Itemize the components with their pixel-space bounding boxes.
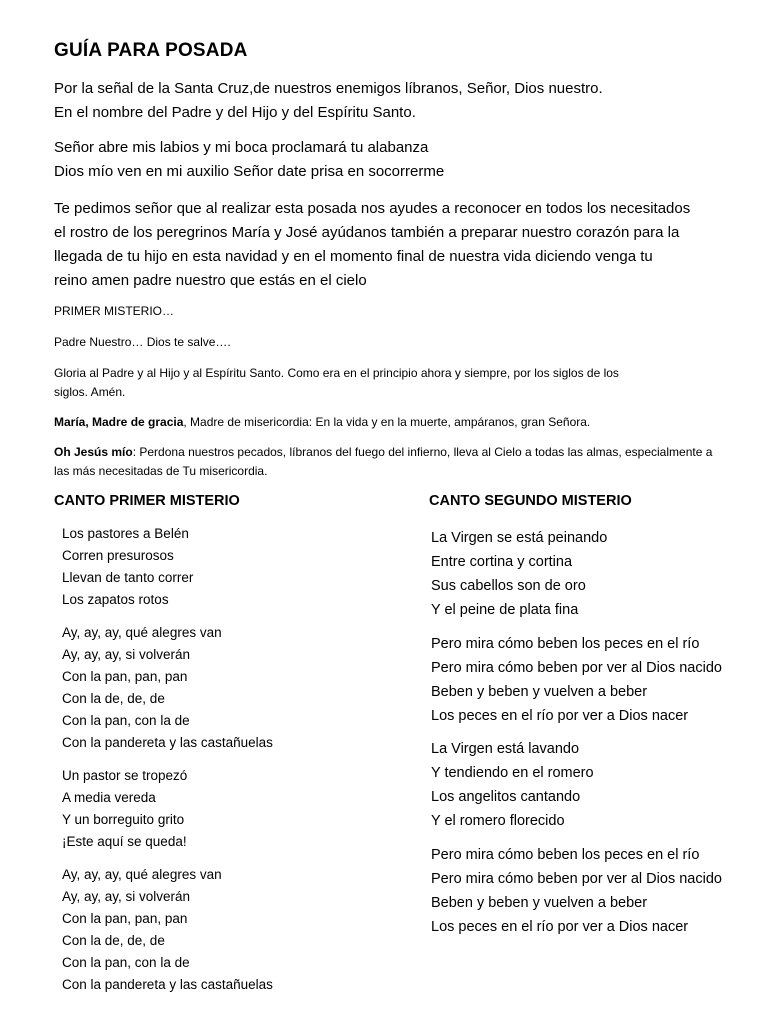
- song1-stanza: [62, 523, 193, 611]
- maria-prayer-bold: María, Madre de gracia: [54, 415, 184, 429]
- song2-stanza: [431, 737, 594, 833]
- song1-stanza: [62, 622, 273, 754]
- lyric-line: Los peces en el río por ver a Dios nacer: [431, 919, 689, 935]
- lyric-line: Llevan de tanto correr: [62, 570, 194, 585]
- paragraph-line: Gloria al Padre y al Hijo y al Espíritu Santo. Como era en el principio ahora y siempre, por los siglos de los: [54, 366, 619, 380]
- paragraph-line: En el nombre del Padre y del Hijo y del Espíritu Santo.: [54, 104, 416, 121]
- paragraph-line: Por la señal de la Santa Cruz,de nuestros enemigos líbranos, Señor, Dios nuestro.: [54, 80, 603, 97]
- song1-stanza: [62, 864, 273, 996]
- maria-prayer-text: , Madre de misericordia: En la vida y en la muerte, ampáranos, gran Señora.: [183, 415, 591, 429]
- lyric-line: Y un borreguito grito: [62, 812, 185, 827]
- lyric-line: Pero mira cómo beben por ver al Dios nacido: [431, 660, 722, 676]
- paragraph-line: las más necesitadas de Tu misericordia.: [54, 464, 268, 478]
- song2-stanza: [431, 632, 722, 728]
- lyric-line: Ay, ay, ay, si volverán: [62, 889, 191, 904]
- lyric-line: Ay, ay, ay, qué alegres van: [62, 625, 222, 640]
- lyric-line: Corren presurosos: [62, 548, 174, 563]
- song2-stanza: [431, 526, 607, 622]
- lyric-line: Con la pan, con la de: [62, 713, 190, 728]
- lyric-line: Y tendiendo en el romero: [431, 765, 594, 781]
- paragraph-line: llegada de tu hijo en esta navidad y en el momento final de nuestra vida diciendo venga tu: [54, 248, 653, 265]
- lyric-line: A media vereda: [62, 790, 156, 805]
- lyric-line: Ay, ay, ay, si volverán: [62, 647, 191, 662]
- lyric-line: Ay, ay, ay, qué alegres van: [62, 867, 222, 882]
- lyric-line: Con la pan, pan, pan: [62, 669, 188, 684]
- lyric-line: Con la pandereta y las castañuelas: [62, 735, 273, 750]
- lyric-line: Pero mira cómo beben por ver al Dios nacido: [431, 871, 722, 887]
- song1-title: CANTO PRIMER MISTERIO: [54, 493, 240, 509]
- lyric-line: Pero mira cómo beben los peces en el río: [431, 636, 700, 652]
- mystery-prayers: Padre Nuestro… Dios te salve….: [54, 335, 231, 349]
- jesus-prayer-bold: Oh Jesús mío: [54, 445, 133, 459]
- lyric-line: Los peces en el río por ver a Dios nacer: [431, 708, 689, 724]
- opening-verses-paragraph: [54, 136, 744, 184]
- paragraph-line: Te pedimos señor que al realizar esta posada nos ayudes a reconocer en todos los necesitados: [54, 200, 691, 217]
- paragraph-line: el rostro de los peregrinos María y José ayúdanos también a preparar nuestro corazón para la: [54, 224, 680, 241]
- song2-stanza: [431, 843, 722, 939]
- lyric-line: Beben y beben y vuelven a beber: [431, 895, 648, 911]
- lyric-line: Un pastor se tropezó: [62, 768, 188, 783]
- lyric-line: Con la pan, con la de: [62, 955, 190, 970]
- lyric-line: Y el romero florecido: [431, 813, 565, 829]
- lyric-line: Entre cortina y cortina: [431, 554, 573, 570]
- song1-stanza: [62, 765, 187, 853]
- lyric-line: Los zapatos rotos: [62, 592, 169, 607]
- jesus-prayer-text: : Perdona nuestros pecados, líbranos del fuego del infierno, lleva al Cielo a todas las almas, especialmente a: [132, 445, 713, 459]
- maria-prayer: [54, 413, 744, 432]
- lyric-line: Los angelitos cantando: [431, 789, 581, 805]
- jesus-prayer: [54, 443, 744, 481]
- lyric-line: Con la pandereta y las castañuelas: [62, 977, 273, 992]
- gloria-prayer: [54, 364, 744, 402]
- paragraph-line: siglos. Amén.: [54, 385, 126, 399]
- sign-of-cross-paragraph: [54, 77, 744, 125]
- paragraph-line: Señor abre mis labios y mi boca proclamará tu alabanza: [54, 139, 429, 156]
- lyric-line: Con la de, de, de: [62, 933, 165, 948]
- lyric-line: ¡Este aquí se queda!: [62, 834, 187, 849]
- lyric-line: Con la de, de, de: [62, 691, 165, 706]
- opening-prayer-paragraph: [54, 197, 744, 293]
- lyric-line: Pero mira cómo beben los peces en el río: [431, 847, 700, 863]
- lyric-line: La Virgen está lavando: [431, 741, 580, 757]
- document-title: GUÍA PARA POSADA: [54, 40, 248, 61]
- lyric-line: La Virgen se está peinando: [431, 530, 608, 546]
- lyric-line: Beben y beben y vuelven a beber: [431, 684, 648, 700]
- mystery-heading: PRIMER MISTERIO…: [54, 304, 175, 318]
- song2-title: CANTO SEGUNDO MISTERIO: [429, 493, 632, 509]
- paragraph-line: reino amen padre nuestro que estás en el cielo: [54, 272, 367, 289]
- lyric-line: Sus cabellos son de oro: [431, 578, 586, 594]
- lyric-line: Y el peine de plata fina: [431, 602, 579, 618]
- lyric-line: Con la pan, pan, pan: [62, 911, 188, 926]
- paragraph-line: Dios mío ven en mi auxilio Señor date prisa en socorrerme: [54, 163, 445, 180]
- lyric-line: Los pastores a Belén: [62, 526, 189, 541]
